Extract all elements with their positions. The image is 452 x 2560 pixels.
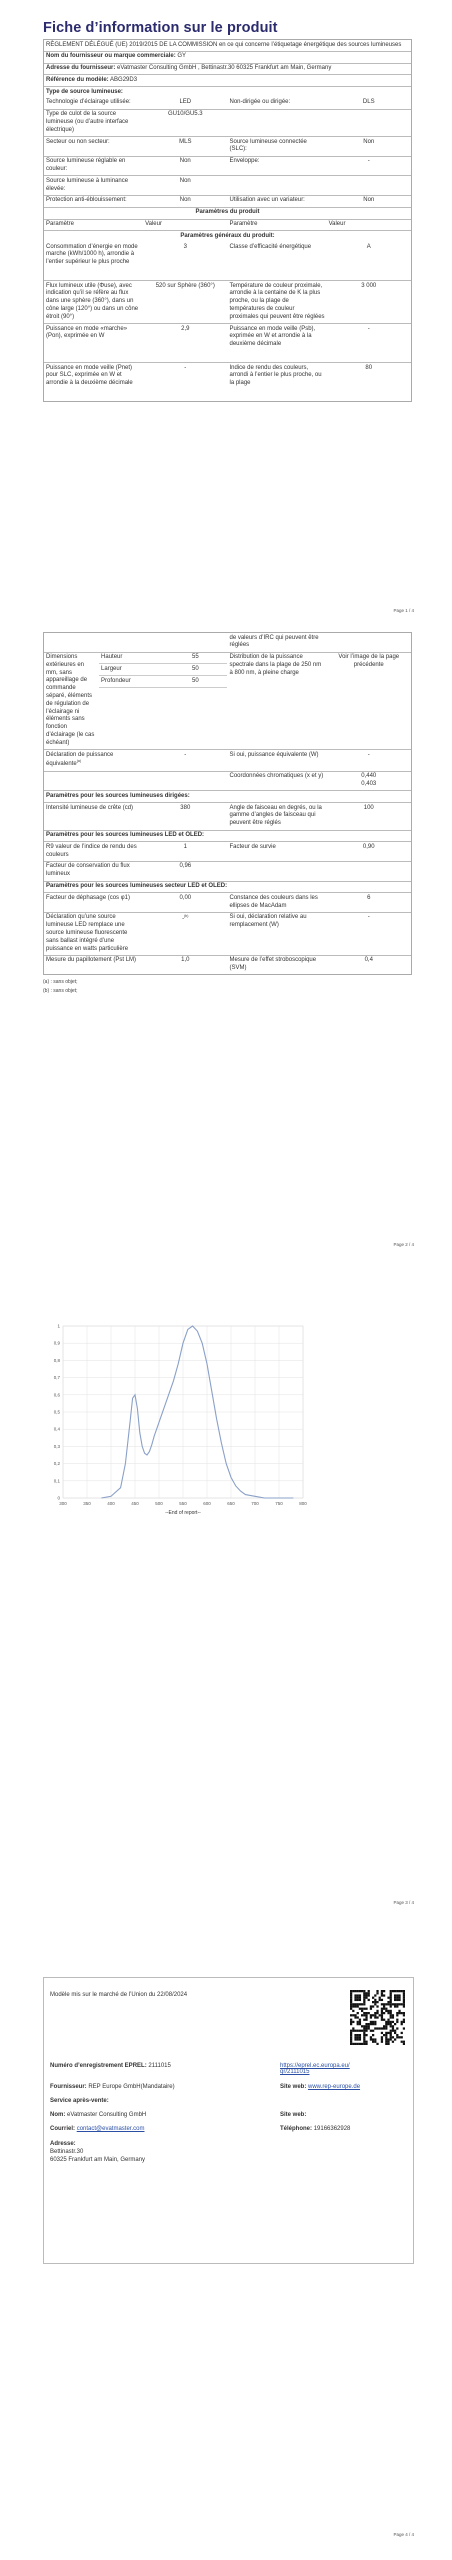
general-params-header: Paramètres généraux du produit: [180,232,275,239]
x-tick-label: 700 [251,1501,259,1506]
general-cell: - [367,325,370,332]
email-row: Courriel: contact@evatmaster.com [50,2126,145,2132]
y-tick-label: 0,9 [53,1340,60,1346]
page-1 [43,20,412,402]
service-name-row: Nom: eVatmaster Consulting GmbH [50,2112,147,2118]
x-tick-label: 300 [59,1501,67,1506]
type-cell: DLS [362,99,375,106]
general-cell: Classe d’efficacité énergétique [229,243,312,250]
dimension-item [99,676,227,688]
supplier-row: Fournisseur: REP Europe GmbH(Mandataire) [50,2084,175,2090]
type-row [44,98,411,109]
type-cell: MLS [179,138,192,145]
y-tick-label: 0,3 [53,1443,60,1449]
type-cell: Source lumineuse réglable en couleur: [46,158,126,173]
service-site-row: Site web: [280,2112,307,2118]
dimensions-row: Dimensions extérieures en mm, sans appareillage de commande séparé, éléments de régulation de l’éclairage ni éléments sans fonction d’éclairage (le cas échéant) Hauteur 55 Largeur 50 Profondeur 50 Distribution de la puissance spectrale dans la plage de 250 nm à 800 nm, à pleine charge Voir l’image de la page précédente [44,652,411,750]
page-number-3: Page 3 / 4 [393,1900,414,1905]
type-row [44,109,411,136]
supplier-name-row: Nom du fournisseur ou marque commerciale: GY [46,53,187,60]
general-cell: 80 [365,364,373,371]
website-row: Site web: www.rep-europe.de [280,2084,361,2090]
type-cell: GU10/GU5.3 [167,111,203,118]
type-cell: Non [363,138,375,145]
general-cell: 3 000 [361,282,377,289]
type-row [44,156,411,176]
dimension-name: Largeur [101,665,122,672]
page-number-1: Page 1 / 4 [393,608,414,613]
qr-code-icon[interactable] [350,1990,405,2045]
type-cell: Non [363,197,375,204]
end-of-report-caption: --End of report-- [165,1510,201,1516]
type-cell [227,176,326,195]
general-cell: Puissance en mode veille (Psb), exprimée en W et arrondie à la deuxième décimale [229,325,316,348]
params-table-continued [43,632,412,975]
x-tick-label: 450 [131,1501,139,1506]
params-col-headers: Paramètre Valeur Paramètre Valeur [44,219,411,231]
type-cell: Source lumineuse à luminance élevée: [46,177,129,192]
note-a: (a) : sans objet; [43,979,78,986]
general-row [44,362,411,401]
type-cell: Source lumineuse connectée (SLC): [229,138,307,153]
type-cell: Non-dirigée ou dirigée: [229,99,291,106]
type-cell: Non [179,197,191,204]
dimension-name: Hauteur [101,654,123,661]
type-cell: Enveloppe: [229,158,260,165]
type-row [44,136,411,156]
general-cell: Puissance en mode veille (Pnet) pour SLC, exprimée en W et arrondie à la deuxième décimale [46,364,133,387]
model-reference-row: Référence du modèle: ABG29D3 [46,76,138,83]
equivalent-power-row: Déclaration de puissance équivalente$^{(a)}$ - Si oui, puissance équivalente (W) - [44,749,411,771]
dimension-item [99,664,227,676]
general-row [44,280,411,323]
x-tick-label: 600 [203,1501,211,1506]
eprel-number: Numéro d’enregistrement EPREL: 2111015 [50,2063,171,2069]
y-tick-label: 0,4 [53,1426,60,1432]
model-market-text: Modèle mis sur le marché de l’Union du 22/08/2024 [50,1992,188,1998]
r9-row: R9 valeur de l’indice de rendu des couleurs 1 Facteur de survie 0,90 [44,841,411,861]
y-tick-label: 0,1 [53,1478,60,1484]
y-tick-label: 0,2 [53,1461,60,1467]
type-cell: Protection anti-éblouissement: [46,197,127,204]
dimension-value: 50 [192,665,199,672]
general-cell: 3 [183,243,187,250]
note-b: (b) : sans objet; [43,988,78,995]
x-tick-label: 400 [107,1501,115,1506]
page-title: Fiche d’information sur le produit [43,20,278,36]
website-link[interactable]: www.rep-europe.de [308,2084,361,2090]
x-tick-label: 550 [179,1501,187,1506]
y-tick-label: 0,6 [53,1392,60,1398]
type-cell [327,110,411,136]
chroma-row: Coordonnées chromatiques (x et y) 0,440 0,403 [44,771,411,791]
email-link[interactable]: contact@evatmaster.com [76,2126,145,2132]
address-line-2: 60325 Frankfurt am Main, Germany [50,2157,146,2163]
dimension-value: 50 [192,677,199,684]
general-cell: Indice de rendu des couleurs, arrondi à l’entier le plus proche, ou la plage [229,364,322,387]
x-tick-label: 750 [275,1501,283,1506]
type-row [44,175,411,195]
spectral-chart [45,1318,310,1523]
page-2 [43,632,412,994]
general-cell: Flux lumineux utile (Φuse), avec indication qu’il se réfère au flux dans une sphère (360°), dans un cône large (120°) ou dans un cône étroit (90°) [46,282,139,320]
phone-row: Téléphone: 19166362928 [280,2126,351,2132]
general-cell: - [184,364,187,371]
x-tick-label: 500 [155,1501,163,1506]
type-cell: - [367,158,370,165]
type-cell: Technologie d’éclairage utilisée: [46,99,131,106]
x-tick-label: 650 [227,1501,235,1506]
dimension-name: Profondeur [101,677,131,684]
page-number-2: Page 2 / 4 [393,1242,414,1247]
address-label: Adresse: [50,2141,76,2147]
y-tick-label: 0,5 [53,1409,60,1415]
regulation-text: RÈGLEMENT DÉLÉGUÉ (UE) 2019/2015 DE LA COMMISSION en ce qui concerne l’étiquetage énergétique des sources lumineuses [46,41,402,48]
y-tick-label: 0,8 [53,1357,60,1363]
phase-row: Facteur de déphasage (cos φ1) 0,00 Constance des couleurs dans les ellipses de MacAdam 6 [44,892,411,912]
dimension-item [99,653,227,665]
type-row [44,195,411,207]
peak-intensity-row: Intensité lumineuse de crête (cd) 380 Angle de faisceau en degrés, ou la gamme d’angles de faisceau qui peuvent être réglés 100 [44,802,411,829]
general-cell: 520 sur Sphère (360°) [155,282,215,289]
replacement-row: Déclaration qu’une source lumineuse LED remplace une source lumineuse fluorescente sans ballast intégré d’une puissance en watts particulière -$^{(b)}$ Si oui, déclaration relative au remplacement (W) - [44,912,411,955]
type-cell: LED [179,99,192,106]
dimension-value: 55 [192,654,199,661]
after-sales-label: Service après-vente: [50,2098,109,2104]
y-tick-label: 0,7 [53,1375,60,1381]
cri-continued: de valeurs d’IRC qui peuvent être réglées [229,634,319,649]
directional-header: Paramètres pour les sources lumineuses dirigées: [46,792,190,799]
general-cell: 2,9 [181,325,190,332]
supplier-address-row: Adresse du fournisseur: eVatmaster Consulting GmbH , Bettinastr.30 60325 Frankfurt am Main, Germany [46,65,332,72]
address-line-1: Bettinastr.30 [50,2149,84,2155]
y-tick-label: 1 [57,1323,60,1329]
general-row [44,242,411,280]
product-params-header: Paramètres du produit [195,209,260,216]
eprel-card [43,1977,414,2264]
type-cell: Secteur ou non secteur: [46,138,110,145]
type-cell: Type de culot de la source lumineuse (ou d’autre interface électrique) [46,111,129,133]
general-cell: Consommation d’énergie en mode marche (kWh/1000 h), arrondie à l’entier supérieur le plus proche [46,243,138,266]
flicker-row: Mesure du papillotement (Pst LM) 1,0 Mesure de l’effet stroboscopique (SVM) 0,4 [44,955,411,975]
general-cell: Puissance en mode «marche» (Pon), exprimée en W [46,325,128,340]
general-cell: A [366,243,371,250]
source-type-header: Type de source lumineuse: [46,88,123,95]
general-row [44,323,411,362]
type-cell [227,110,326,136]
x-tick-label: 350 [83,1501,91,1506]
general-cell: Température de couleur proximale, arrondie à la centaine de K la plus proche, ou la plage de températures de couleur proximales qui peuvent être réglées [229,282,325,320]
led-oled-header: Paramètres pour les sources lumineuses LED et OLED: [46,832,205,839]
eprel-link[interactable]: https://eprel.ec.europa.eu/qr/2111015 [280,2063,350,2075]
page-number-4: Page 4 / 4 [393,2532,414,2537]
type-cell: Utilisation avec un variateur: [229,197,305,204]
type-cell: Non [179,158,191,165]
type-cell [327,176,411,195]
type-cell: Non [179,177,191,184]
y-tick-label: 0 [57,1495,60,1501]
mains-header: Paramètres pour les sources lumineuses secteur LED et OLED: [46,883,228,890]
x-tick-label: 800 [299,1501,307,1506]
lumen-maintenance-row: Facteur de conservation du flux lumineux 0,96 [44,861,411,881]
info-table [43,39,412,402]
